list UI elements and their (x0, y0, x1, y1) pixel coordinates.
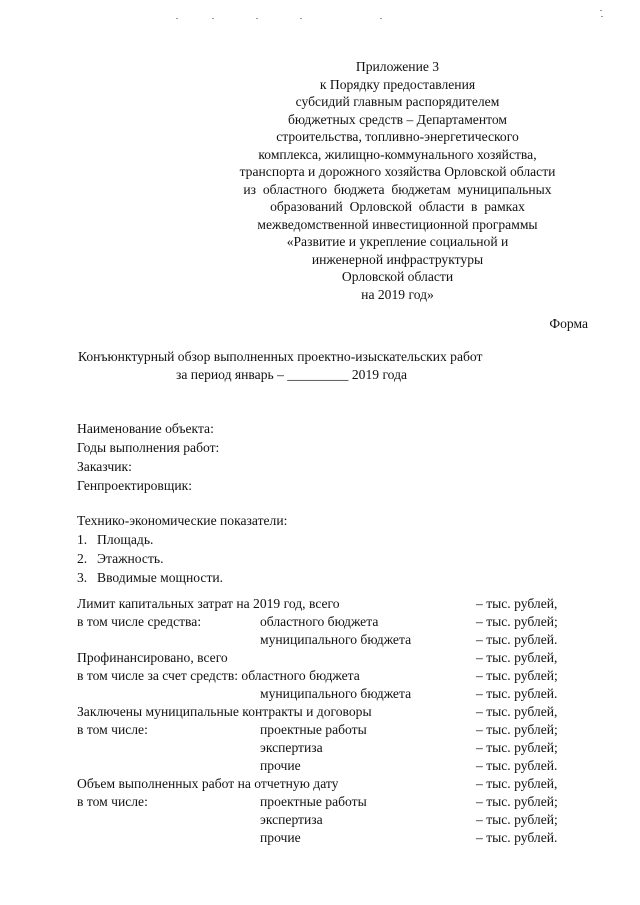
finance-cell: в том числе: (77, 722, 148, 737)
finance-cell: прочие (260, 830, 301, 845)
list-item (77, 549, 287, 568)
item-text: Площадь. (97, 532, 154, 547)
header-line: транспорта и дорожного хозяйства Орловской области (239, 164, 556, 179)
finance-cell: проектные работы (260, 722, 367, 737)
header-line: Приложение 3 (355, 59, 440, 74)
finance-cell: – тыс. рублей; (476, 668, 558, 683)
item-number: 3. (77, 570, 88, 585)
finance-cell: проектные работы (260, 794, 367, 809)
finance-cell: – тыс. рублей. (476, 758, 558, 773)
header-line: Орловской области (341, 269, 454, 284)
appendix-header (205, 58, 590, 303)
finance-cell: – тыс. рублей; (476, 614, 558, 629)
finance-cell: муниципального бюджета (260, 632, 412, 647)
header-line: инженерной инфраструктуры (311, 251, 484, 267)
header-line: комплекса, жилищно-коммунального хозяйства, (258, 146, 537, 162)
finance-cell: экспертиза (260, 812, 323, 827)
finance-cell: в том числе за счет средств: областного бюджета (77, 668, 360, 683)
object-fields (77, 419, 219, 495)
list-item (77, 568, 287, 587)
header-line: на 2019 год» (361, 286, 434, 302)
title-line-2: за период январь – _________ 2019 года (176, 367, 408, 382)
tep-list (77, 530, 287, 587)
finance-cell: – тыс. рублей. (476, 632, 558, 647)
finance-cell: Заключены муниципальные контракты и договоры (77, 704, 372, 719)
field-work-years: Годы выполнения работ: (77, 440, 220, 455)
header-line: образований Орловской области в рамках (270, 199, 525, 214)
header-line: строительства, топливно-энергетического (276, 129, 519, 144)
finance-cell: Профинансировано, всего (77, 650, 228, 665)
title-line-1: Конъюнктурный обзор выполненных проектно-изыскательских работ (78, 349, 483, 364)
finance-cell: прочие (260, 758, 301, 773)
item-text: Вводимые мощности. (97, 570, 224, 585)
field-customer: Заказчик: (77, 459, 132, 474)
header-line: из областного бюджета бюджетам муниципальных (243, 181, 552, 197)
header-line: субсидий главным распорядителем (295, 94, 500, 109)
finance-cell: областного бюджета (260, 614, 379, 629)
form-label: Форма (549, 316, 588, 331)
finance-cell: Лимит капитальных затрат на 2019 год, всего (77, 596, 340, 611)
finance-cell: – тыс. рублей, (476, 650, 558, 665)
finance-cell: – тыс. рублей; (476, 812, 558, 827)
finance-cell: – тыс. рублей, (476, 704, 558, 719)
header-line: «Развитие и укрепление социальной и (286, 234, 509, 249)
finance-cell: – тыс. рублей, (476, 596, 558, 611)
list-item (77, 530, 287, 549)
finance-cell: – тыс. рублей; (476, 740, 558, 755)
tech-economic-indicators (77, 511, 287, 587)
field-object-name: Наименование объекта: (77, 421, 214, 436)
finance-cell: – тыс. рублей. (476, 686, 558, 701)
tep-heading: Технико-экономические показатели: (77, 513, 288, 528)
finance-cell: – тыс. рублей. (476, 830, 558, 845)
header-line: к Порядку предоставления (319, 76, 476, 92)
finance-cell: экспертиза (260, 740, 323, 755)
header-line: бюджетных средств – Департаментом (287, 111, 508, 127)
document-title (78, 348, 538, 384)
item-number: 2. (77, 551, 88, 566)
header-line: межведомственной инвестиционной программы (257, 216, 538, 232)
finance-cell: в том числе: (77, 794, 148, 809)
finance-cell: – тыс. рублей; (476, 794, 558, 809)
item-number: 1. (77, 532, 88, 547)
item-text: Этажность. (97, 551, 164, 566)
finance-cell: Объем выполненных работ на отчетную дату (77, 776, 339, 791)
finance-cell: муниципального бюджета (260, 686, 412, 701)
finance-cell: – тыс. рублей; (476, 722, 558, 737)
finance-cell: в том числе средства: (77, 614, 202, 629)
field-general-designer: Генпроектировщик: (77, 478, 192, 493)
finance-cell: – тыс. рублей, (476, 776, 558, 791)
